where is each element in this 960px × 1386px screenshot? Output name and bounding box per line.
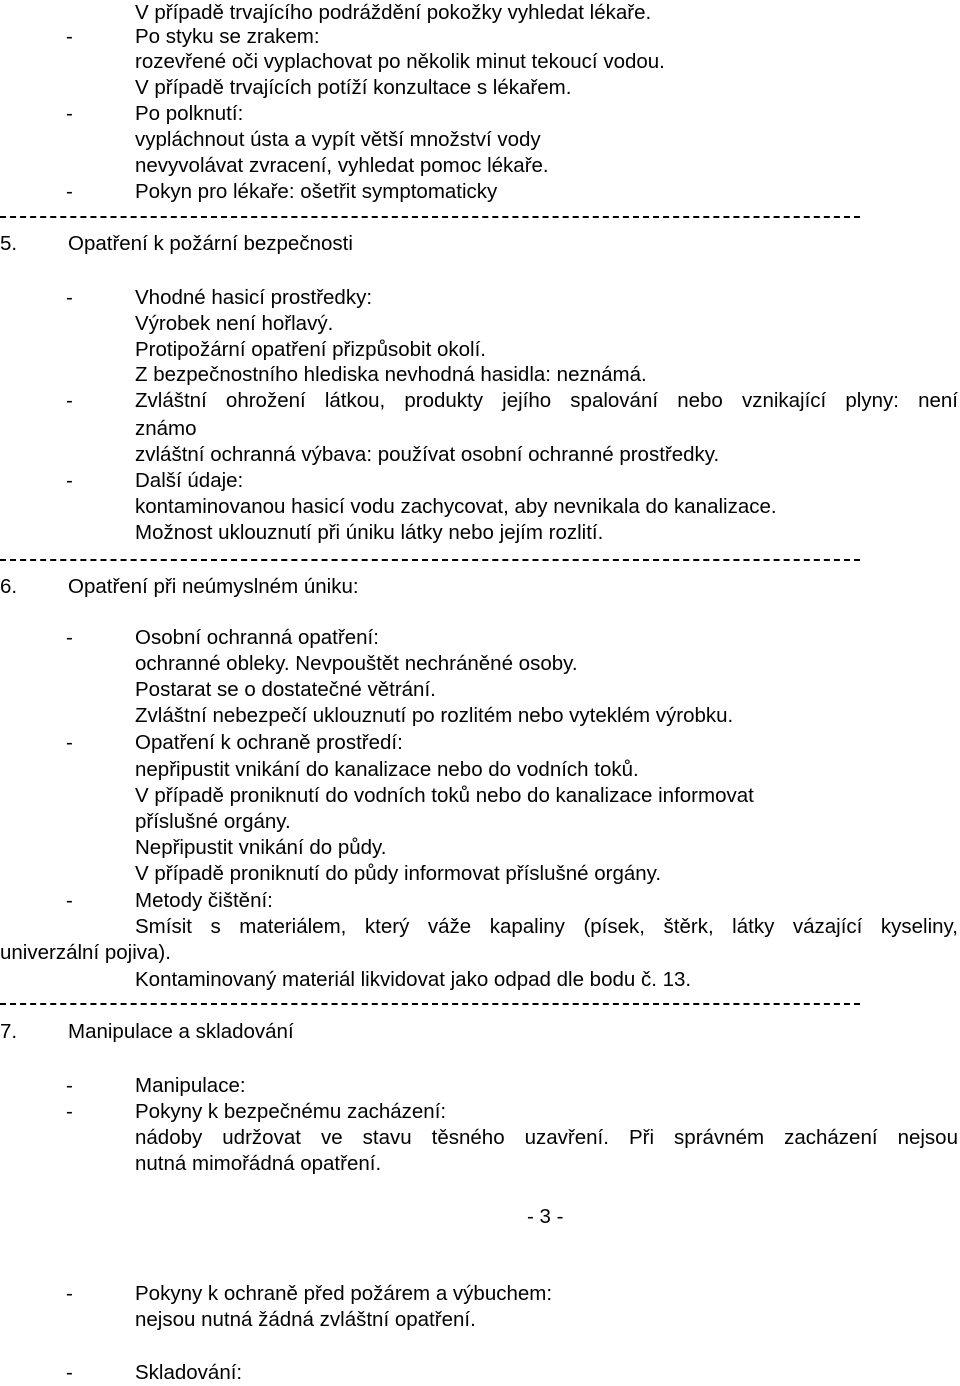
text-line: V případě trvajícího podráždění pokožky vyhledat lékaře. [135,1,652,24]
bullet-label: Pokyny k bezpečnému zacházení: [135,1100,447,1123]
section-number: 5. [0,232,18,255]
text-line: Z bezpečnostního hlediska nevhodná hasidla: neznámá. [135,363,647,386]
bullet-dash: - [66,25,73,48]
text-line: Postarat se o dostatečné větrání. [135,678,436,701]
text-line: známo [135,417,197,440]
text-line: rozevřené oči vyplachovat po několik minut tekoucí vodou. [135,50,665,73]
bullet-dash: - [66,626,73,649]
text-line: V případě proniknutí do půdy informovat příslušné orgány. [135,862,662,885]
text-line: Výrobek není hořlavý. [135,312,334,335]
text-line: nejsou nutná žádná zvláštní opatření. [135,1308,476,1331]
section-title: Opatření k požární bezpečnosti [68,232,353,255]
text-line: příslušné orgány. [135,810,291,833]
text-line-justified: nádoby udržovat ve stavu těsného uzavření. Při správném zacházení nejsou [135,1126,958,1149]
text-line: vypláchnout ústa a vypít větší množství vody [135,128,541,151]
bullet-label: Pokyny k ochraně před požárem a výbuchem: [135,1282,553,1305]
text-line-justified: Smísit s materiálem, který váže kapaliny (písek, štěrk, látky vázající kyseliny, [135,915,958,938]
section-title: Opatření při neúmyslném úniku: [68,575,359,598]
bullet-label: Zvláštní ohrožení látkou, produkty jejího spalování nebo vznikající plyny: není [135,389,958,412]
text-line: Protipožární opatření přizpůsobit okolí. [135,338,486,361]
bullet-label: Skladování: [135,1361,243,1384]
bullet-label: Další údaje: [135,469,244,492]
text-line: Nepřipustit vnikání do půdy. [135,836,387,859]
text-line: nutná mimořádná opatření. [135,1152,382,1175]
text-line: zvláštní ochranná výbava: používat osobní ochranné prostředky. [135,443,720,466]
section-number: 7. [0,1020,18,1043]
text-line: univerzální pojiva). [0,941,171,964]
section-separator [0,216,860,218]
text-line: Zvláštní nebezpečí uklouznutí po rozlitém nebo vyteklém výrobku. [135,704,734,727]
section-separator [0,559,860,561]
page-number: - 3 - [527,1205,564,1228]
text-line: nepřipustit vnikání do kanalizace nebo do vodních toků. [135,758,639,781]
bullet-dash: - [66,1100,73,1123]
bullet-label: Manipulace: [135,1074,246,1097]
bullet-dash: - [66,1074,73,1097]
bullet-label: Pokyn pro lékaře: ošetřit symptomaticky [135,180,498,203]
text-line: Kontaminovaný materiál likvidovat jako odpad dle bodu č. 13. [135,968,692,991]
bullet-label: Po styku se zrakem: [135,25,320,48]
text-line: nevyvolávat zvracení, vyhledat pomoc lékaře. [135,154,549,177]
bullet-dash: - [66,180,73,203]
text-line: ochranné obleky. Nevpouštět nechráněné osoby. [135,652,578,675]
bullet-dash: - [66,1282,73,1305]
bullet-label: Osobní ochranná opatření: [135,626,379,649]
bullet-label: Metody čištění: [135,889,273,912]
bullet-dash: - [66,731,73,754]
section-separator [0,1003,860,1005]
text-line: Možnost uklouznutí při úniku látky nebo jejím rozlití. [135,521,604,544]
bullet-label: Vhodné hasicí prostředky: [135,286,373,309]
section-title: Manipulace a skladování [68,1020,294,1043]
bullet-dash: - [66,1361,73,1384]
bullet-dash: - [66,469,73,492]
bullet-dash: - [66,389,73,412]
bullet-dash: - [66,102,73,125]
text-line: kontaminovanou hasicí vodu zachycovat, aby nevnikala do kanalizace. [135,495,777,518]
bullet-dash: - [66,286,73,309]
bullet-label: Po polknutí: [135,102,244,125]
section-number: 6. [0,575,18,598]
bullet-dash: - [66,889,73,912]
bullet-label: Opatření k ochraně prostředí: [135,731,403,754]
text-line: V případě proniknutí do vodních toků nebo do kanalizace informovat [135,784,754,807]
text-line: V případě trvajících potíží konzultace s lékařem. [135,76,572,99]
